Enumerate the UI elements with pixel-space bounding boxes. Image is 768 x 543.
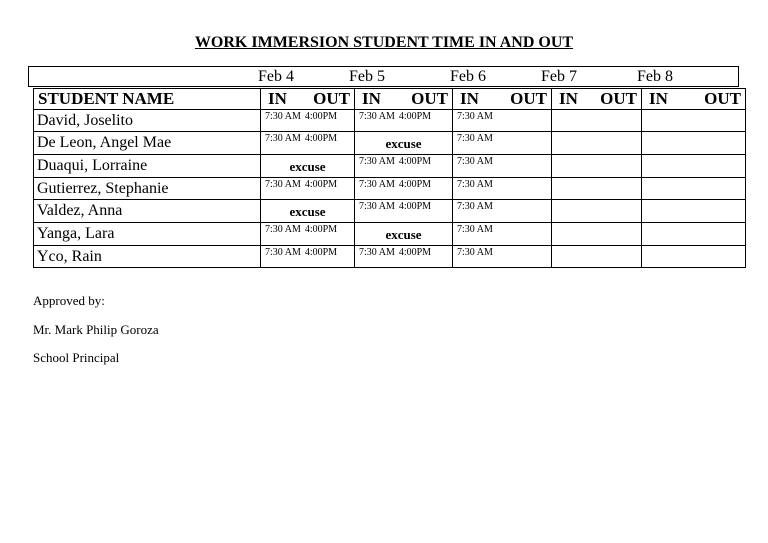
empty-cell (552, 246, 642, 268)
student-name-cell: Valdez, Anna (34, 200, 261, 223)
header-student-name: STUDENT NAME (34, 89, 261, 110)
time-out: 4:00PM (398, 179, 432, 190)
student-name-cell: De Leon, Angel Mae (34, 132, 261, 155)
time-out: 4:00PM (398, 156, 432, 167)
date-header-bar (28, 66, 739, 87)
time-in: 7:30 AM (265, 133, 301, 144)
empty-cell (552, 223, 642, 246)
document-title: WORK IMMERSION STUDENT TIME IN AND OUT (194, 34, 574, 51)
time-out: 4:00PM (304, 224, 338, 235)
time-cell (453, 132, 552, 155)
student-name-cell: David, Joselito (34, 110, 261, 132)
excuse-cell: excuse (355, 132, 453, 155)
date-label-feb-6: Feb 6 (450, 68, 486, 85)
time-out: 4:00PM (304, 111, 338, 122)
time-cell (453, 178, 552, 200)
time-in: 7:30 AM (265, 179, 301, 190)
header-in-out-day-4 (552, 89, 642, 110)
empty-cell (552, 178, 642, 200)
time-cell (453, 200, 552, 223)
time-cell (355, 110, 453, 132)
time-cell (453, 223, 552, 246)
header-in: IN (559, 89, 578, 108)
date-label-feb-4: Feb 4 (258, 68, 294, 85)
header-in: IN (649, 89, 668, 108)
time-out: 4:00PM (304, 247, 338, 258)
time-cell (355, 155, 453, 178)
empty-cell (552, 200, 642, 223)
time-out: 4:00PM (398, 201, 432, 212)
header-in-out-day-5 (642, 89, 746, 110)
header-in: IN (268, 89, 287, 108)
table-row (34, 200, 746, 223)
header-out: OUT (411, 89, 448, 108)
student-name-cell: Yanga, Lara (34, 223, 261, 246)
empty-cell (642, 223, 746, 246)
header-out: OUT (600, 89, 637, 108)
table-row (34, 223, 746, 246)
excuse-cell: excuse (261, 155, 355, 178)
empty-cell (642, 110, 746, 132)
time-in: 7:30 AM (457, 247, 493, 258)
time-cell (355, 246, 453, 268)
date-label-feb-7: Feb 7 (541, 68, 577, 85)
date-label-feb-8: Feb 8 (637, 68, 673, 85)
excuse-cell: excuse (261, 200, 355, 223)
time-in: 7:30 AM (265, 247, 301, 258)
empty-cell (552, 132, 642, 155)
time-cell (261, 132, 355, 155)
time-in: 7:30 AM (359, 179, 395, 190)
time-cell (355, 178, 453, 200)
time-cell (453, 246, 552, 268)
time-in: 7:30 AM (457, 156, 493, 167)
header-out: OUT (704, 89, 741, 108)
header-in-out-day-2 (355, 89, 453, 110)
time-in: 7:30 AM (457, 224, 493, 235)
student-name-cell: Yco, Rain (34, 246, 261, 268)
empty-cell (642, 132, 746, 155)
time-in: 7:30 AM (457, 111, 493, 122)
time-out: 4:00PM (398, 247, 432, 258)
time-in: 7:30 AM (457, 133, 493, 144)
header-out: OUT (510, 89, 547, 108)
empty-cell (552, 155, 642, 178)
header-in-out-day-3 (453, 89, 552, 110)
date-label-feb-5: Feb 5 (349, 68, 385, 85)
time-cell (355, 200, 453, 223)
attendance-table (33, 88, 746, 268)
time-in: 7:30 AM (359, 201, 395, 212)
approved-by-label: Approved by: (33, 293, 105, 308)
student-name-cell: Duaqui, Lorraine (34, 155, 261, 178)
empty-cell (642, 246, 746, 268)
time-cell (261, 246, 355, 268)
time-in: 7:30 AM (359, 156, 395, 167)
time-in: 7:30 AM (265, 111, 301, 122)
empty-cell (642, 155, 746, 178)
approver-title: School Principal (33, 350, 120, 365)
table-row (34, 110, 746, 132)
time-cell (453, 110, 552, 132)
header-in: IN (460, 89, 479, 108)
table-header-row (34, 89, 746, 110)
time-in: 7:30 AM (359, 247, 395, 258)
header-in-out-day-1 (261, 89, 355, 110)
approver-name: Mr. Mark Philip Goroza (33, 322, 159, 337)
time-out: 4:00PM (304, 179, 338, 190)
time-in: 7:30 AM (265, 224, 301, 235)
time-cell (261, 178, 355, 200)
table-row (34, 246, 746, 268)
header-out: OUT (313, 89, 350, 108)
excuse-cell: excuse (355, 223, 453, 246)
table-row (34, 155, 746, 178)
table-row (34, 178, 746, 200)
empty-cell (642, 200, 746, 223)
time-in: 7:30 AM (457, 179, 493, 190)
student-name-cell: Gutierrez, Stephanie (34, 178, 261, 200)
empty-cell (642, 178, 746, 200)
time-cell (453, 155, 552, 178)
time-in: 7:30 AM (359, 111, 395, 122)
header-in: IN (362, 89, 381, 108)
time-cell (261, 223, 355, 246)
empty-cell (552, 110, 642, 132)
time-out: 4:00PM (304, 133, 338, 144)
time-in: 7:30 AM (457, 201, 493, 212)
time-out: 4:00PM (398, 111, 432, 122)
table-row (34, 132, 746, 155)
time-cell (261, 110, 355, 132)
